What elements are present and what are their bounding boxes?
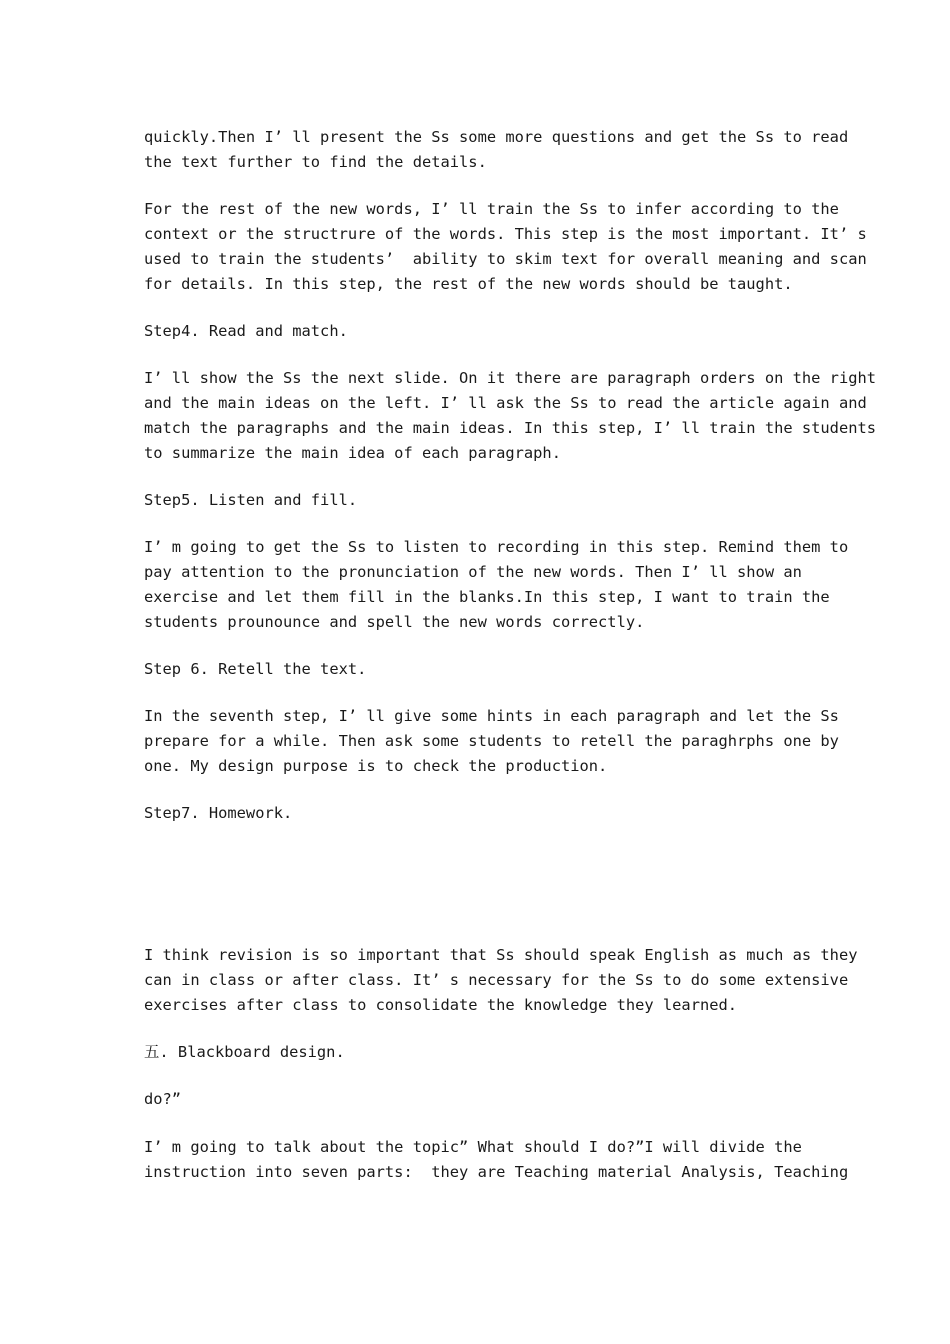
step4-line-1: I’ ll show the Ss the next slide. On it there are paragraph orders on the right <box>144 369 877 387</box>
step5-line-3: exercise and let them fill in the blanks.In this step, I want to train the <box>144 588 830 606</box>
step6-line-2: prepare for a while. Then ask some students to retell the paraghrphs one by <box>144 732 839 750</box>
step4-heading: Step4. Read and match. <box>144 322 348 340</box>
new-words-line-4: for details. In this step, the rest of the new words should be taught. <box>144 275 793 293</box>
revision-line-3: exercises after class to consolidate the knowledge they learned. <box>144 996 738 1014</box>
new-words-line-3: used to train the students’ ability to skim text for overall meaning and scan <box>144 250 867 268</box>
new-words-line-2: context or the structrure of the words. This step is the most important. It’ s <box>144 225 867 243</box>
step6-line-1: In the seventh step, I’ ll give some hints in each paragraph and let the Ss <box>144 707 839 725</box>
revision-line-2: can in class or after class. It’ s necessary for the Ss to do some extensive <box>144 971 849 989</box>
intro-line-2: the text further to find the details. <box>144 153 487 171</box>
step6-line-3: one. My design purpose is to check the production. <box>144 757 608 775</box>
topic-line-1: I’ m going to talk about the topic” What should I do?”I will divide the <box>144 1138 802 1156</box>
step7-heading: Step7. Homework. <box>144 804 293 822</box>
step6-heading: Step 6. Retell the text. <box>144 660 367 678</box>
new-words-line-1: For the rest of the new words, I’ ll train the Ss to infer according to the <box>144 200 839 218</box>
fragment-do: do?” <box>144 1090 182 1108</box>
step5-line-1: I’ m going to get the Ss to listen to recording in this step. Remind them to <box>144 538 849 556</box>
topic-line-2: instruction into seven parts: they are Teaching material Analysis, Teaching <box>144 1163 849 1181</box>
intro-line-1: quickly.Then I’ ll present the Ss some more questions and get the Ss to read <box>144 128 849 146</box>
step4-line-4: to summarize the main idea of each paragraph. <box>144 444 561 462</box>
step5-line-2: pay attention to the pronunciation of the new words. Then I’ ll show an <box>144 563 802 581</box>
revision-line-1: I think revision is so important that Ss should speak English as much as they <box>144 946 858 964</box>
step4-line-2: and the main ideas on the left. I’ ll ask the Ss to read the article again and <box>144 394 867 412</box>
step5-line-4: students prounounce and spell the new words correctly. <box>144 613 645 631</box>
step5-heading: Step5. Listen and fill. <box>144 491 358 509</box>
section5-heading: 五. Blackboard design. <box>144 1043 345 1061</box>
step4-line-3: match the paragraphs and the main ideas. In this step, I’ ll train the students <box>144 419 877 437</box>
